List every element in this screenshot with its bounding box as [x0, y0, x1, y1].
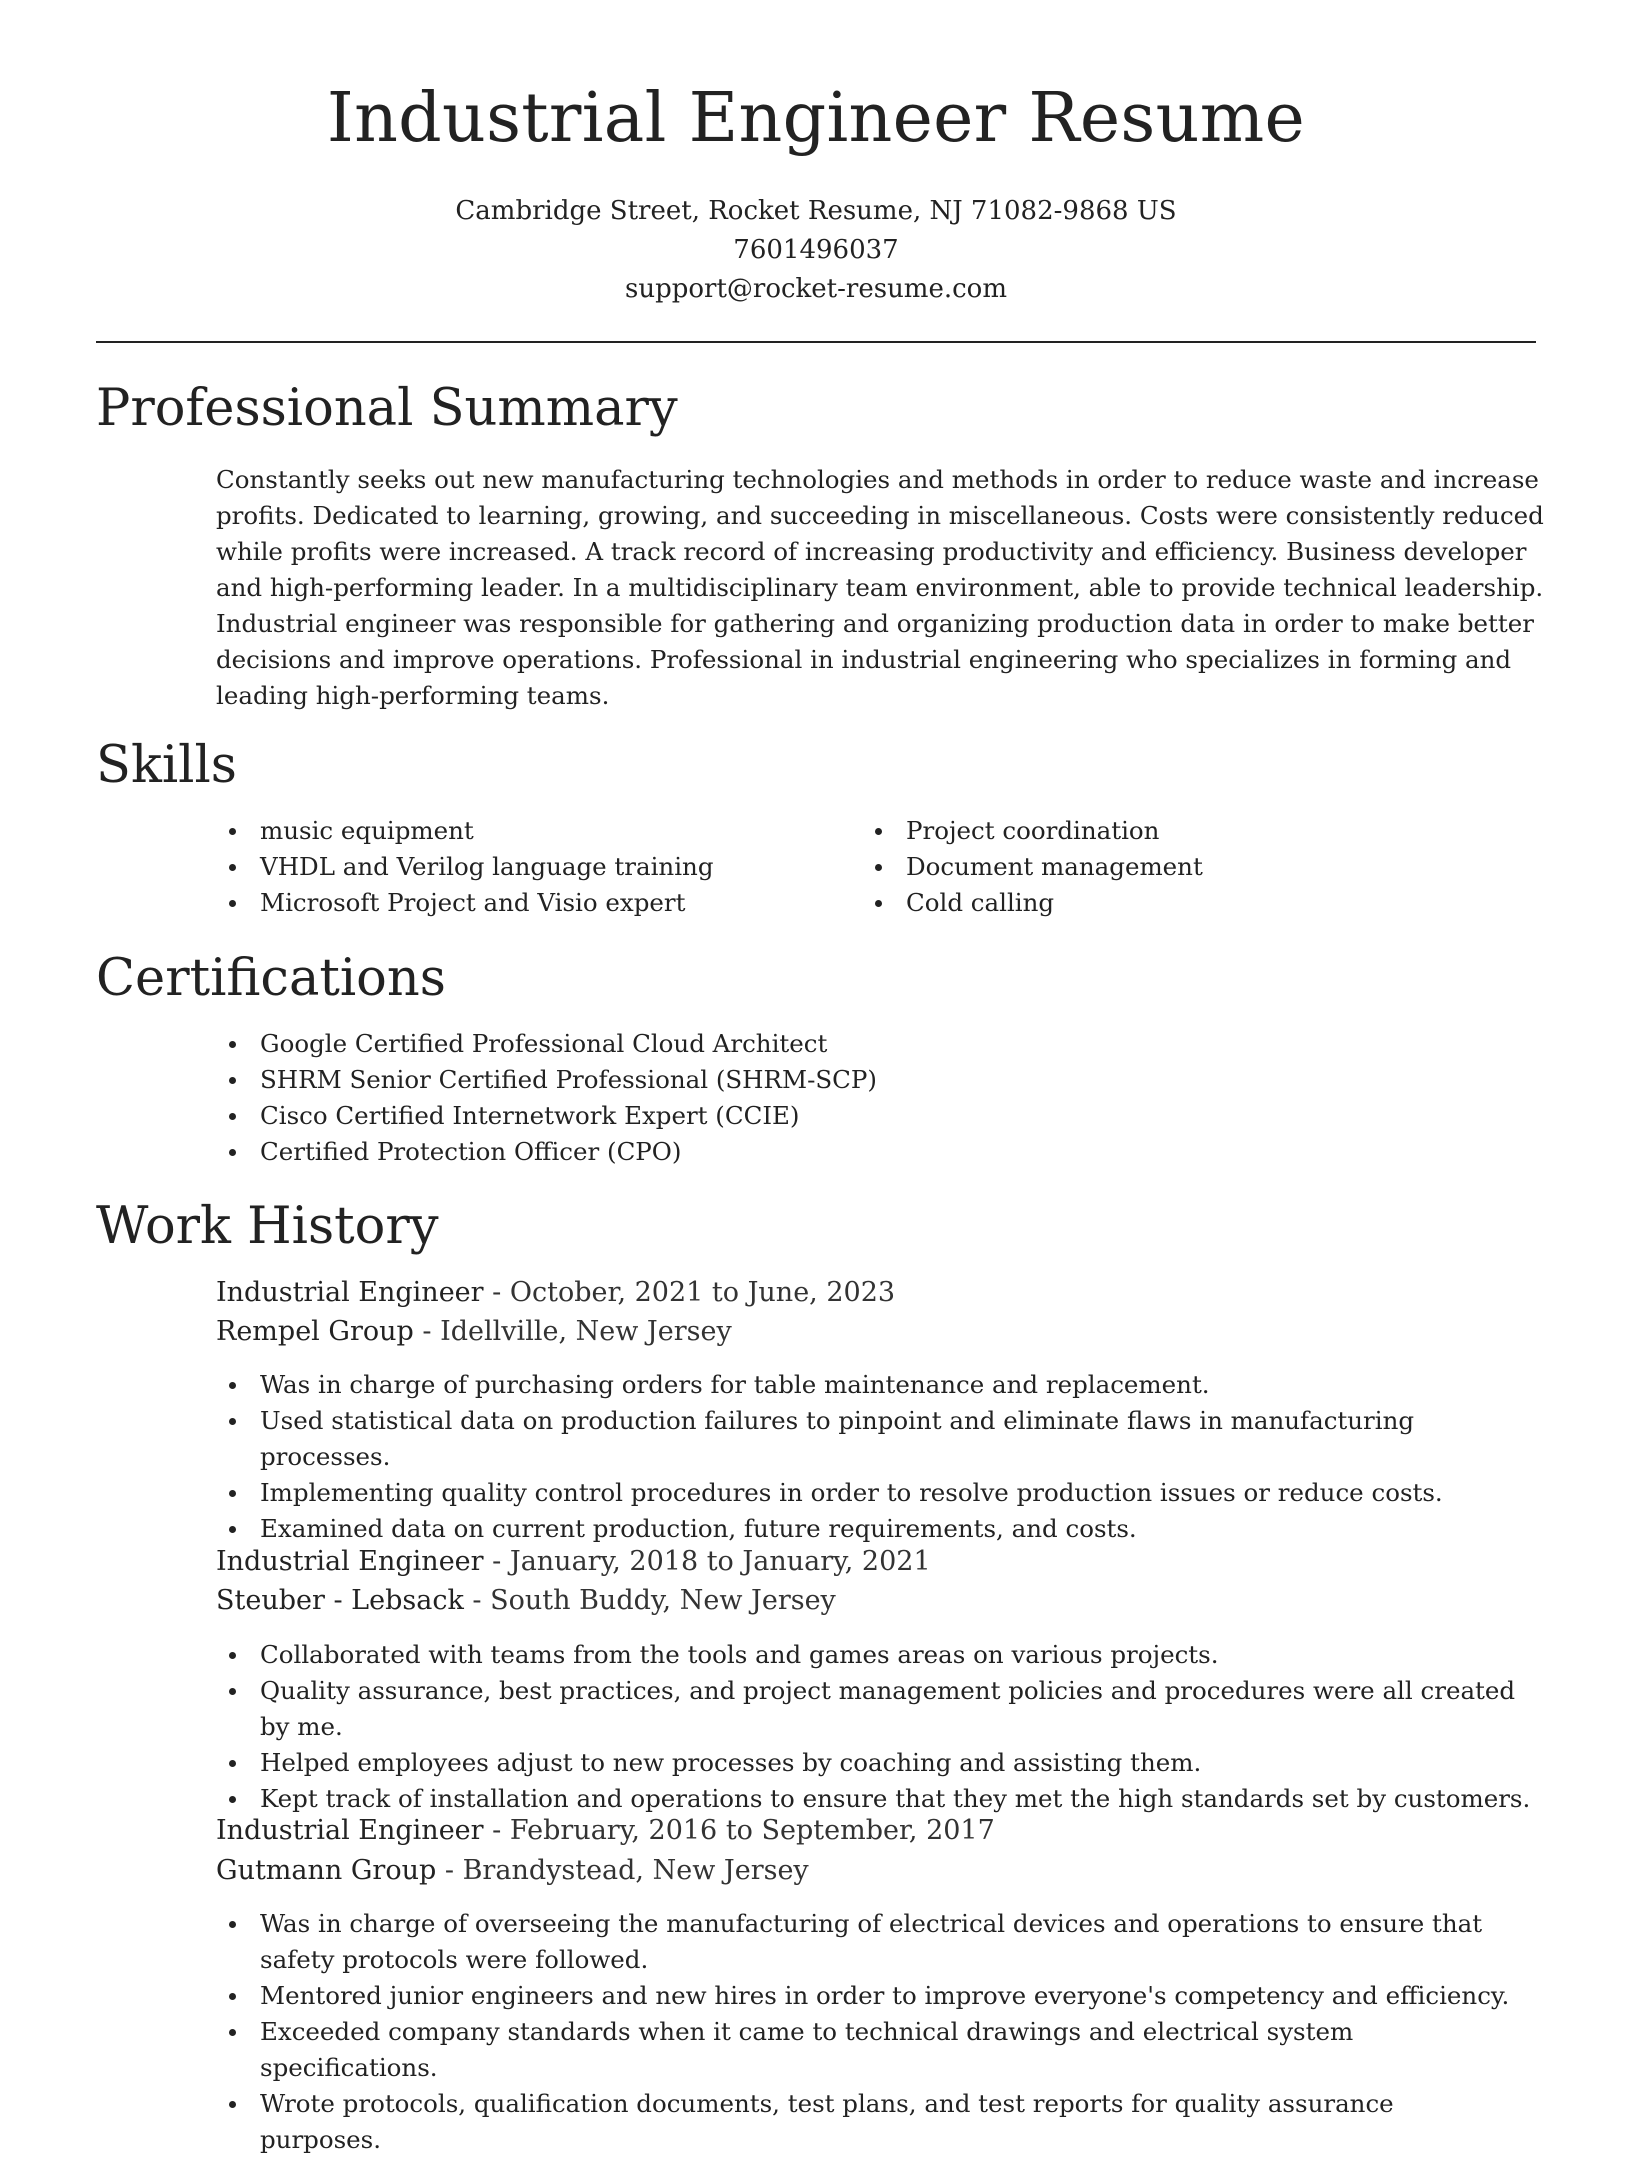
- skill-item: music equipment: [216, 813, 816, 849]
- job-bullets: [216, 1906, 1516, 2158]
- job-company-line: Rempel Group - Idellville, New Jersey: [216, 1316, 732, 1347]
- skills-list-left: [216, 813, 816, 921]
- job-title-line: Industrial Engineer - February, 2016 to September, 2017: [216, 1815, 995, 1846]
- job-company-line: Steuber - Lebsack - South Buddy, New Jersey: [216, 1585, 836, 1616]
- bullet-icon: [229, 1993, 236, 2000]
- job-dates: January, 2018 to January, 2021: [509, 1546, 931, 1577]
- job-title: Industrial Engineer: [216, 1815, 484, 1846]
- job-title: Industrial Engineer: [216, 1546, 484, 1577]
- job-bullet: Mentored junior engineers and new hires in order to improve everyone's competency and efficiency.: [216, 1978, 1516, 2014]
- summary-text: Constantly seeks out new manufacturing technologies and methods in order to reduce waste and increase profits. Dedicated to learning, growing, and succeeding in miscellaneous. Costs were consistently reduced while profits were increased. A track record of increasing productivity and efficiency. Business developer and high-performing leader. In a multidisciplinary team environment, able to provide technical leadership. Industrial engineer was responsible for gathering and organizing production data in order to make better decisions and improve operations. Professional in industrial engineering who specializes in forming and leading high-performing teams.: [216, 465, 1544, 710]
- job-bullet: Collaborated with teams from the tools and games areas on various projects.: [216, 1637, 1546, 1673]
- job-bullets: [216, 1367, 1546, 1547]
- job-bullet: Exceeded company standards when it came to technical drawings and electrical system specifications.: [216, 2014, 1516, 2086]
- certification-item: Certified Protection Officer (CPO): [216, 1134, 1536, 1170]
- job-company: Rempel Group: [216, 1316, 414, 1347]
- work-history-heading: Work History: [96, 1197, 439, 1256]
- bullet-icon: [229, 2101, 236, 2108]
- skill-item: VHDL and Verilog language training: [216, 849, 816, 885]
- summary-heading: Professional Summary: [96, 379, 678, 438]
- job-bullet: Kept track of installation and operations to ensure that they met the high standards set by customers.: [216, 1781, 1546, 1817]
- bullet-icon: [229, 864, 236, 871]
- certification-item: SHRM Senior Certified Professional (SHRM-SCP): [216, 1062, 1536, 1098]
- certifications-list: [216, 1026, 1536, 1170]
- certifications-heading: Certifications: [96, 949, 446, 1008]
- job-bullet: Quality assurance, best practices, and project management policies and procedures were all created by me.: [216, 1673, 1546, 1745]
- skills-heading: Skills: [96, 736, 237, 795]
- job-company: Steuber - Lebsack: [216, 1585, 464, 1616]
- bullet-icon: [875, 864, 882, 871]
- skill-item: Document management: [862, 849, 1462, 885]
- bullet-icon: [229, 900, 236, 907]
- bullet-icon: [875, 900, 882, 907]
- bullet-icon: [229, 1526, 236, 1533]
- job-title-line: Industrial Engineer - October, 2021 to June, 2023: [216, 1277, 896, 1308]
- header-divider: [96, 341, 1536, 343]
- bullet-icon: [229, 1113, 236, 1120]
- skills-list-right: [862, 813, 1462, 921]
- resume-title: Industrial Engineer Resume: [326, 79, 1306, 158]
- job-bullet: Was in charge of overseeing the manufacturing of electrical devices and operations to ensure that safety protocols were followed.: [216, 1906, 1516, 1978]
- skill-item: Microsoft Project and Visio expert: [216, 885, 816, 921]
- bullet-icon: [229, 1652, 236, 1659]
- bullet-icon: [229, 828, 236, 835]
- job-bullet: Helped employees adjust to new processes by coaching and assisting them.: [216, 1745, 1546, 1781]
- bullet-icon: [229, 1688, 236, 1695]
- bullet-icon: [229, 1382, 236, 1389]
- job-bullet: Was in charge of purchasing orders for table maintenance and replacement.: [216, 1367, 1546, 1403]
- skill-item: Project coordination: [862, 813, 1462, 849]
- job-title-line: Industrial Engineer - January, 2018 to January, 2021: [216, 1546, 931, 1577]
- job-dates: February, 2016 to September, 2017: [509, 1815, 995, 1846]
- contact-address: Cambridge Street, Rocket Resume, NJ 71082-9868 US: [455, 196, 1177, 226]
- certification-item: Google Certified Professional Cloud Architect: [216, 1026, 1536, 1062]
- job-bullet: Examined data on current production, future requirements, and costs.: [216, 1511, 1546, 1547]
- contact-phone: 7601496037: [733, 235, 899, 265]
- job-title: Industrial Engineer: [216, 1277, 484, 1308]
- job-bullet: Implementing quality control procedures in order to resolve production issues or reduce costs.: [216, 1475, 1546, 1511]
- job-company-line: Gutmann Group - Brandystead, New Jersey: [216, 1855, 809, 1886]
- bullet-icon: [229, 1796, 236, 1803]
- contact-block: [0, 192, 1632, 309]
- contact-email: support@rocket-resume.com: [624, 274, 1007, 304]
- certification-item: Cisco Certified Internetwork Expert (CCIE): [216, 1098, 1536, 1134]
- bullet-icon: [229, 1077, 236, 1084]
- job-dates: October, 2021 to June, 2023: [509, 1277, 896, 1308]
- bullet-icon: [229, 1760, 236, 1767]
- job-bullet: Wrote protocols, qualification documents, test plans, and test reports for quality assurance purposes.: [216, 2086, 1516, 2158]
- job-bullets: [216, 1637, 1546, 1817]
- job-location: South Buddy, New Jersey: [490, 1585, 836, 1616]
- bullet-icon: [875, 828, 882, 835]
- bullet-icon: [229, 1149, 236, 1156]
- bullet-icon: [229, 2029, 236, 2036]
- bullet-icon: [229, 1041, 236, 1048]
- job-location: Idellville, New Jersey: [440, 1316, 732, 1347]
- bullet-icon: [229, 1490, 236, 1497]
- job-company: Gutmann Group: [216, 1855, 437, 1886]
- job-bullet: Used statistical data on production failures to pinpoint and eliminate flaws in manufacturing processes.: [216, 1403, 1546, 1475]
- bullet-icon: [229, 1418, 236, 1425]
- skill-item: Cold calling: [862, 885, 1462, 921]
- job-location: Brandystead, New Jersey: [462, 1855, 809, 1886]
- bullet-icon: [229, 1921, 236, 1928]
